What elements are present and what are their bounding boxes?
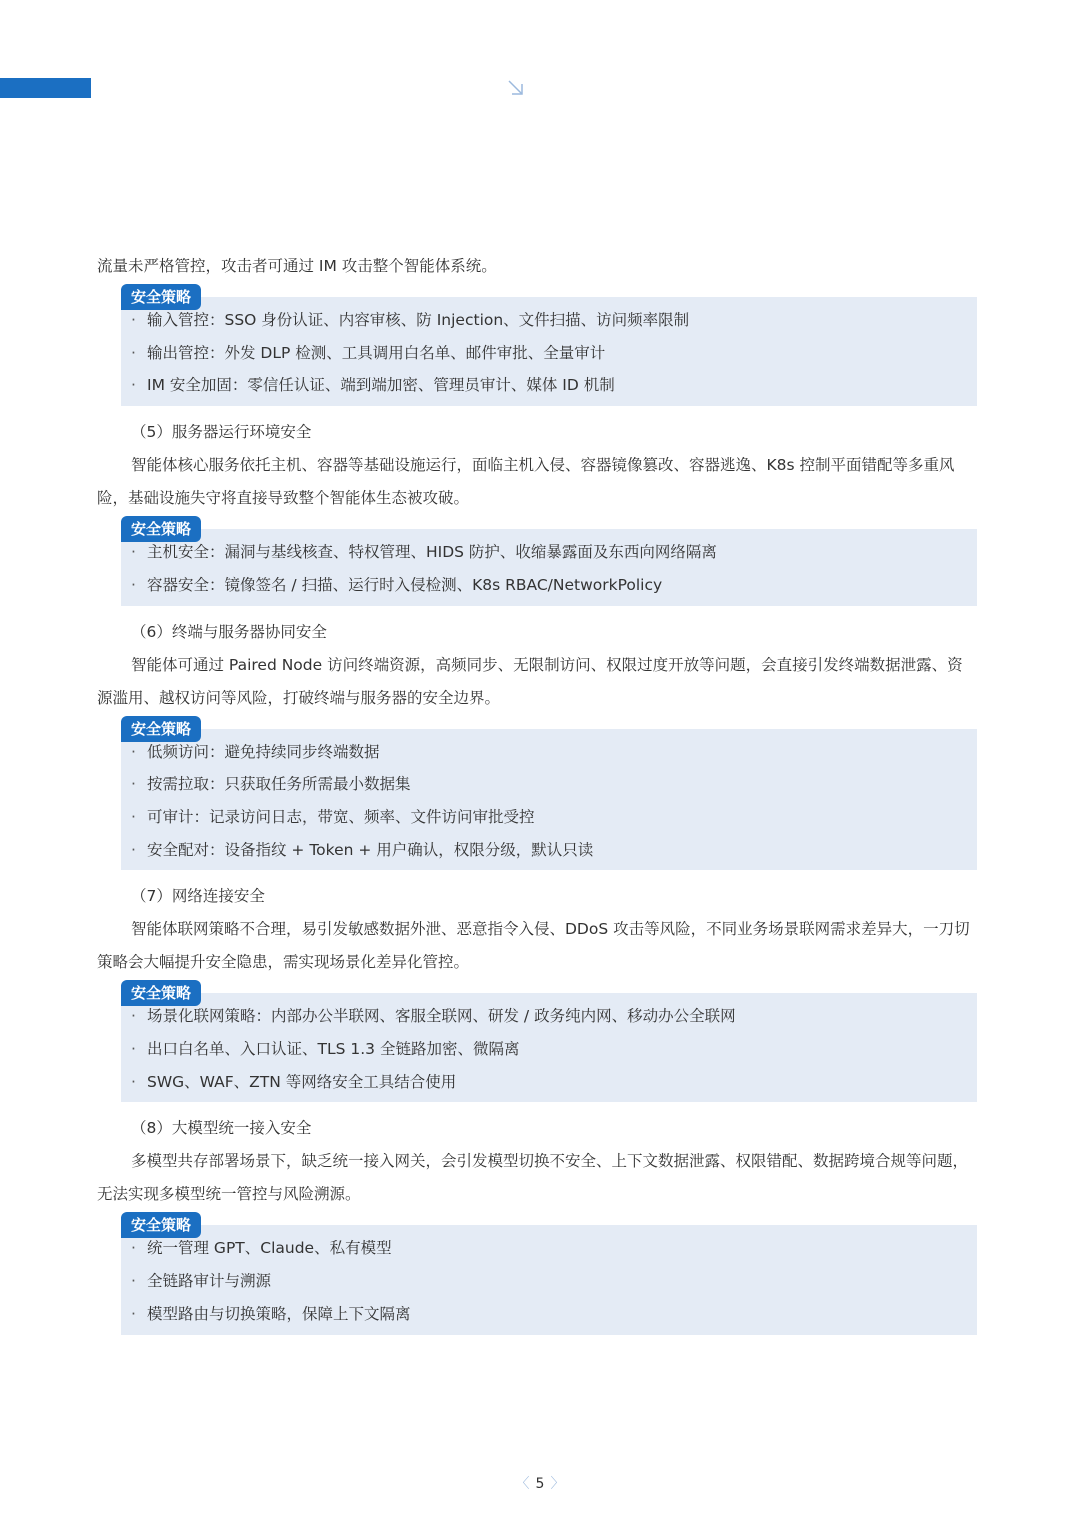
page-content	[97, 250, 977, 1345]
policy-item: · 安全配对：设备指纹 + Token + 用户确认，权限分级，默认只读	[131, 840, 594, 859]
policy-item: · SWG、WAF、ZTN 等网络安全工具结合使用	[131, 1072, 457, 1091]
policy-tag: 安全策略	[121, 980, 201, 1006]
chevron-left-icon: 〈	[515, 1476, 530, 1492]
header-accent-bar	[0, 78, 91, 98]
policy-item: · 出口白名单、入口认证、TLS 1.3 全链路加密、微隔离	[131, 1040, 520, 1059]
intro-paragraph: 流量未严格管控，攻击者可通过 IM 攻击整个智能体系统。	[97, 257, 497, 275]
policy-list	[121, 529, 977, 605]
policy-block	[121, 288, 977, 406]
policy-item: · IM 安全加固：零信任认证、端到端加密、管理员审计、媒体 ID 机制	[131, 376, 615, 395]
policy-block	[121, 1216, 977, 1334]
policy-item: · 统一管理 GPT、Claude、私有模型	[131, 1239, 392, 1258]
policy-list	[121, 1225, 977, 1334]
policy-item: · 输入管控：SSO 身份认证、内容审核、防 Injection、文件扫描、访问频率限制	[131, 311, 690, 329]
policy-item: · 输出管控：外发 DLP 检测、工具调用白名单、邮件审批、全量审计	[131, 343, 606, 362]
section-heading: （7）网络连接安全	[131, 887, 265, 906]
policy-item: · 按需拉取：只获取任务所需最小数据集	[131, 775, 411, 794]
page-number: 5	[535, 1476, 545, 1492]
section-heading: （5）服务器运行环境安全	[131, 423, 312, 442]
page-footer	[0, 1473, 1080, 1493]
policy-item: · 容器安全：镜像签名 / 扫描、运行时入侵检测、K8s RBAC/NetworkPolicy	[131, 575, 663, 594]
policy-block	[121, 984, 977, 1102]
policy-tag: 安全策略	[121, 1212, 201, 1238]
policy-item: · 主机安全：漏洞与基线核查、特权管理、HIDS 防护、收缩暴露面及东西向网络隔离	[131, 543, 717, 562]
policy-tag: 安全策略	[121, 516, 201, 542]
policy-item: · 模型路由与切换策略，保障上下文隔离	[131, 1304, 411, 1323]
policy-item: · 全链路审计与溯源	[131, 1272, 272, 1291]
policy-item: · 场景化联网策略：内部办公半联网、客服全联网、研发 / 政务纯内网、移动办公全联网	[131, 1007, 736, 1026]
policy-list	[121, 297, 977, 406]
section-paragraph: 智能体可通过 Paired Node 访问终端资源，高频同步、无限制访问、权限过度开放等问题，会直接引发终端数据泄露、资源滥用、越权访问等风险，打破终端与服务器的安全边界。	[97, 655, 963, 707]
policy-list	[121, 993, 977, 1102]
policy-item: · 可审计：记录访问日志，带宽、频率、文件访问审批受控	[131, 807, 535, 826]
section-paragraph: 智能体联网策略不合理，易引发敏感数据外泄、恶意指令入侵、DDoS 攻击等风险，不同业务场景联网需求差异大，一刀切策略会大幅提升安全隐患，需实现场景化差异化管控。	[97, 920, 970, 972]
section-heading: （8）大模型统一接入安全	[131, 1119, 312, 1138]
policy-block	[121, 520, 977, 605]
policy-item: · 低频访问：避免持续同步终端数据	[131, 742, 380, 761]
section-paragraph: 多模型共存部署场景下，缺乏统一接入网关，会引发模型切换不安全、上下文数据泄露、权限错配、数据跨境合规等问题，无法实现多模型统一管控与风险溯源。	[97, 1152, 969, 1204]
section-heading: （6）终端与服务器协同安全	[131, 622, 327, 641]
chevron-right-icon: 〉	[550, 1476, 565, 1492]
policy-block	[121, 719, 977, 871]
policy-tag: 安全策略	[121, 716, 201, 742]
arrow-down-right-icon	[506, 78, 526, 98]
policy-list	[121, 729, 977, 871]
policy-tag: 安全策略	[121, 284, 201, 310]
section-paragraph: 智能体核心服务依托主机、容器等基础设施运行，面临主机入侵、容器镜像篡改、容器逃逸、K8s 控制平面错配等多重风险，基础设施失守将直接导致整个智能体生态被攻破。	[97, 456, 955, 508]
